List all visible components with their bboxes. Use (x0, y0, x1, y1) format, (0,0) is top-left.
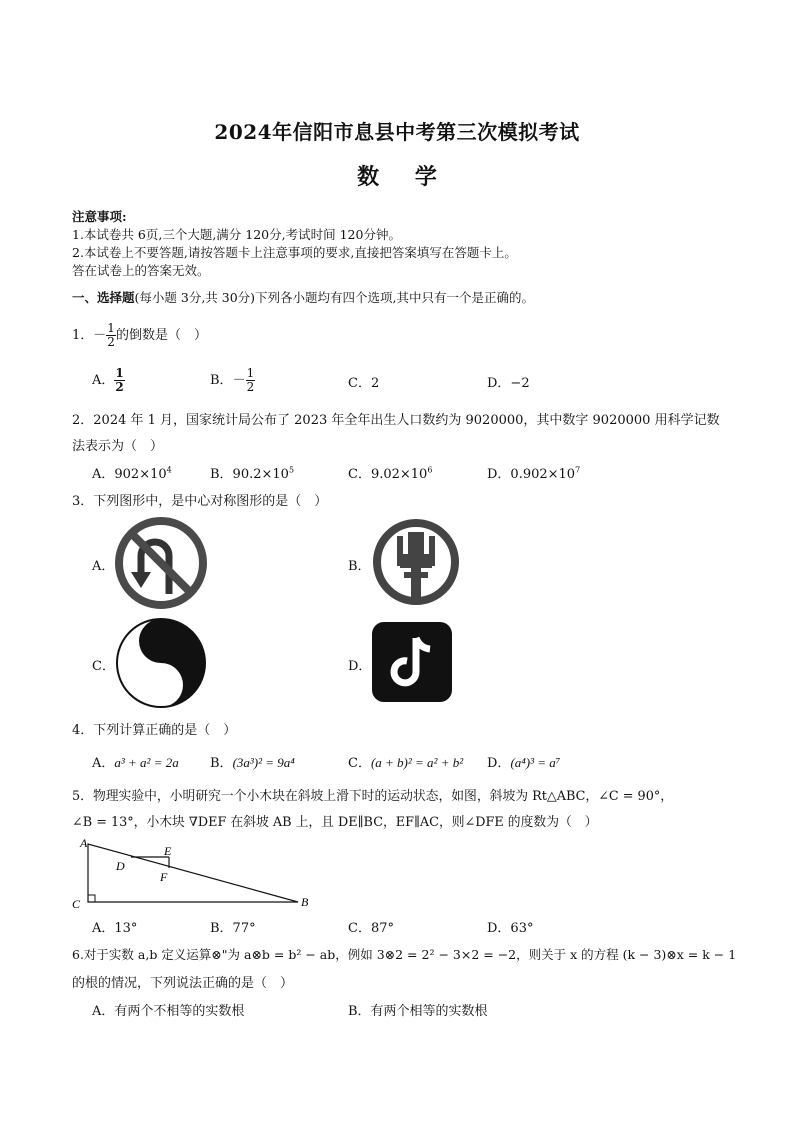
q1-b-numerator: 1 (246, 366, 255, 380)
q3-option-b-label: B． (348, 559, 371, 574)
q1-option-d: D．−2 (487, 376, 530, 391)
notice-line-3: 答在试卷上的答案无效。 (72, 263, 210, 278)
q2-line-1: 2．2024 年 1 月，国家统计局公布了 2023 年全年出生人口数约为 9020000，其中数字 9020000 用科学记数 (72, 413, 720, 428)
q1-text: 的倒数是（ ） (115, 328, 207, 343)
subject-title: 数 学 (357, 164, 451, 190)
label-E: E (164, 844, 172, 858)
q4-option-b (210, 752, 295, 771)
bank-logo-icon (372, 518, 460, 606)
q1-neg: － (93, 328, 107, 343)
q1-b-denominator: 2 (246, 380, 255, 394)
q5-line-1: 5．物理实验中，小明研究一个小木块在斜坡上滑下时的运动状态，如图，斜坡为 Rt△ABC，∠C = 90°， (72, 789, 674, 804)
q4-b-expr: (3a³)² = 9a⁴ (232, 755, 295, 770)
label-C: C (72, 897, 81, 910)
label-D: D (116, 859, 125, 873)
q2-option-a (92, 463, 172, 482)
q5-option-c: C．87° (348, 921, 394, 936)
q4-option-d (487, 752, 560, 771)
q2-c-exp: 6 (427, 465, 433, 475)
q3-option-d-label: D． (348, 659, 372, 674)
q2-option-c (348, 463, 432, 482)
q5-option-b: B．77° (210, 921, 256, 936)
q1-option-a (92, 367, 125, 394)
q5-option-a: A．13° (92, 921, 138, 936)
no-u-turn-sign-icon (114, 516, 208, 610)
notice-heading: 注意事项: (72, 209, 127, 224)
music-note-app-icon (372, 622, 452, 702)
q3-option-a-label: A． (92, 559, 115, 574)
q1-a-denominator: 2 (115, 380, 124, 394)
q2-c-base: C．9.02×10 (348, 467, 428, 482)
q4-b-label: B． (210, 756, 233, 771)
label-F: F (160, 870, 168, 884)
q4-text: 4．下列计算正确的是（ ） (72, 723, 237, 738)
label-A: A (80, 836, 88, 850)
q1-option-a-label: A． (92, 373, 115, 388)
q1-option-b (210, 367, 255, 394)
slope-figure (68, 836, 318, 910)
q4-d-label: D． (487, 756, 511, 771)
q5-option-d: D．63° (487, 921, 534, 936)
q2-b-exp: 5 (288, 465, 295, 475)
q4-a-label: A． (92, 756, 115, 771)
q1-option-a-fraction (114, 367, 124, 394)
notice-line-1: 1.本试卷共 6页,三个大题,满分 120分,考试时间 120分钟。 (72, 227, 401, 242)
q1-fraction (106, 322, 116, 349)
q2-option-d (487, 463, 580, 482)
q6-option-b: B．有两个相等的实数根 (348, 1004, 488, 1019)
q1-option-b-fraction (246, 367, 256, 394)
q4-c-expr: (a + b)² = a² + b² (370, 755, 464, 770)
q4-a-expr: a³ + a² = 2a (114, 755, 179, 770)
q6-option-a: A．有两个不相等的实数根 (92, 1004, 245, 1019)
q2-a-exp: 4 (166, 465, 172, 475)
q2-line-2: 法表示为（ ） (72, 439, 164, 454)
question-1 (72, 322, 207, 349)
q1-option-b-label: B． (210, 373, 233, 388)
q4-option-c (348, 752, 463, 771)
section-1-instructions: (每小题 3分,共 30分)下列各小题均有四个选项,其中只有一个是正确的。 (134, 290, 535, 305)
q2-a-base: A．902×10 (92, 467, 167, 482)
q3-option-c-label: C． (92, 659, 115, 674)
q2-b-base: B．90.2×10 (210, 467, 289, 482)
q4-option-a (92, 752, 179, 771)
notice-line-2: 2.本试卷上不要答题,请按答题卡上注意事项的要求,直接把答案填写在答题卡上。 (72, 245, 517, 260)
q6-line-2: 的根的情况，下列说法正确的是（ ） (72, 976, 294, 991)
q3-text: 3．下列图形中，是中心对称图形的是（ ） (72, 494, 328, 509)
q1-number: 1． (72, 328, 94, 343)
q1-option-b-neg: － (232, 373, 246, 388)
q1-denominator: 2 (107, 335, 115, 349)
exam-title: 2024年信阳市息县中考第三次模拟考试 (214, 120, 580, 144)
label-B: B (301, 895, 309, 909)
q4-d-expr: (a⁴)³ = a⁷ (510, 755, 561, 770)
q2-option-b (210, 463, 294, 482)
section-1-label: 一、选择题 (72, 290, 135, 305)
q1-option-c: C．2 (348, 376, 380, 391)
q2-d-base: D．0.902×10 (487, 467, 576, 482)
q4-c-label: C． (348, 756, 371, 771)
q5-line-2: ∠B = 13°，小木块 ∇DEF 在斜坡 AB 上，且 DE∥BC，EF∥AC，则∠DFE 的度数为（ ） (72, 815, 598, 830)
q6-line-1: 6.对于实数 a,b 定义运算⊗"为 a⊗b = b² − ab，例如 3⊗2 = 2² − 3×2 = −2，则关于 x 的方程 (k − 3)⊗x = k − 1 (72, 947, 737, 962)
q2-d-exp: 7 (575, 465, 581, 475)
q1-numerator: 1 (107, 321, 115, 335)
q1-a-numerator: 1 (115, 366, 124, 380)
section-1-heading (72, 288, 534, 306)
yin-yang-icon (114, 616, 208, 710)
